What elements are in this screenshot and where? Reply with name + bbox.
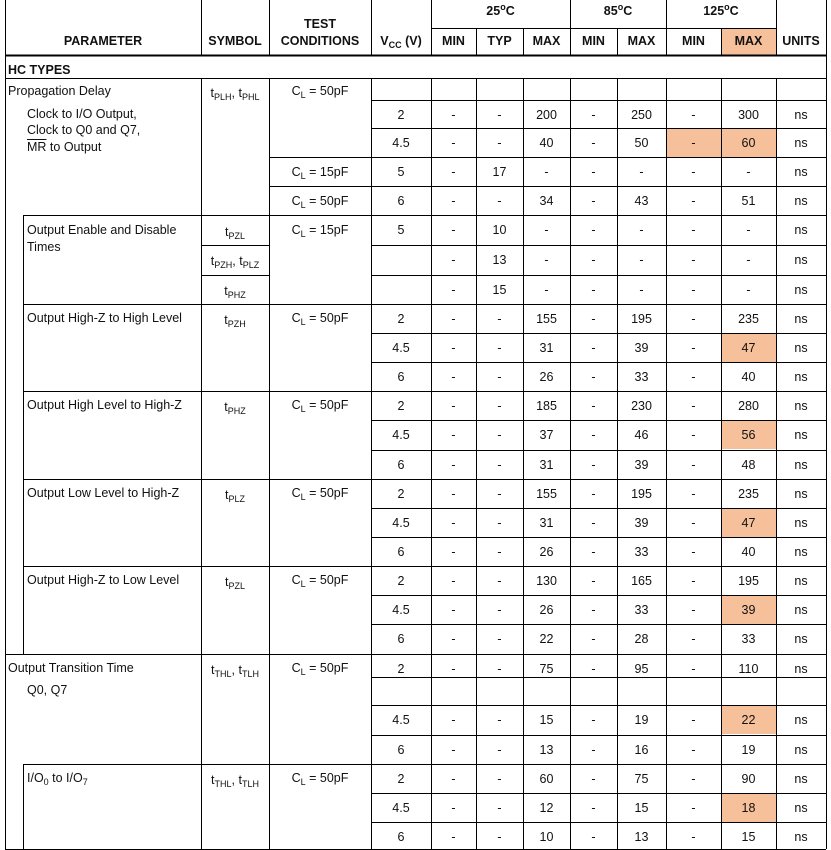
table-cell: 39 bbox=[634, 458, 649, 472]
table-cell: 95 bbox=[634, 662, 649, 676]
table-cell: 19 bbox=[634, 713, 649, 727]
section-hc-types: HC TYPES bbox=[8, 63, 71, 77]
table-cell: 155 bbox=[536, 312, 557, 326]
table-cell: 90 bbox=[741, 772, 756, 786]
symbol-tpzl: $t_{PZL}$ bbox=[225, 575, 245, 591]
symbol-tphz: $t_{PHZ}$ bbox=[224, 400, 246, 416]
unit-value: ns bbox=[794, 108, 808, 122]
unit-value: ns bbox=[794, 165, 808, 179]
unit-value: ns bbox=[794, 545, 808, 559]
table-cell: - bbox=[591, 830, 596, 844]
table-cell: 110 bbox=[738, 662, 759, 676]
unit-value: ns bbox=[794, 830, 808, 844]
table-cell: - bbox=[497, 312, 502, 326]
table-cell: - bbox=[451, 772, 456, 786]
table-cell: - bbox=[591, 487, 596, 501]
symbol-tpzl-oe: $t_{PZL}$ bbox=[225, 225, 245, 241]
param-q0q7: Q0, Q7 bbox=[27, 683, 68, 697]
unit-value: ns bbox=[794, 399, 808, 413]
table-cell: - bbox=[497, 108, 502, 122]
param-oe-line2: Times bbox=[27, 240, 61, 254]
header-vcc: $V_{CC}$ (V) bbox=[380, 34, 422, 50]
table-cell: 195 bbox=[631, 487, 652, 501]
table-cell: - bbox=[497, 545, 502, 559]
table-cell: 195 bbox=[738, 574, 759, 588]
header-test-line1: TEST bbox=[304, 17, 336, 31]
table-cell: 28 bbox=[634, 632, 649, 646]
symbol-tpzh-tplz: $t_{PZH}$, $t_{PLZ}$ bbox=[210, 254, 260, 270]
table-cell: - bbox=[691, 574, 696, 588]
table-cell: - bbox=[691, 801, 696, 815]
header-max-25: MAX bbox=[532, 34, 561, 48]
table-cell: - bbox=[497, 428, 502, 442]
table-cell: - bbox=[746, 253, 751, 267]
header-parameter: PARAMETER bbox=[63, 34, 143, 48]
table-cell: 43 bbox=[634, 194, 649, 208]
table-cell: - bbox=[451, 662, 456, 676]
table-cell: - bbox=[451, 108, 456, 122]
table-cell: 47 bbox=[741, 516, 756, 530]
header-min-85: MIN bbox=[582, 34, 605, 48]
table-cell: - bbox=[691, 545, 696, 559]
header-test-line2: CONDITIONS bbox=[280, 34, 360, 48]
table-cell: - bbox=[639, 283, 644, 297]
table-cell: 50 bbox=[634, 136, 649, 150]
header-units: UNITS bbox=[782, 34, 820, 48]
table-cell: - bbox=[691, 743, 696, 757]
unit-value: ns bbox=[794, 253, 808, 267]
header-typ-25: TYP bbox=[487, 34, 512, 48]
table-cell: - bbox=[451, 830, 456, 844]
table-cell: 51 bbox=[741, 194, 756, 208]
table-cell: - bbox=[591, 428, 596, 442]
param-high-hz: Output High Level to High-Z bbox=[27, 398, 182, 412]
table-cell: - bbox=[639, 165, 644, 179]
unit-value: ns bbox=[794, 632, 808, 646]
param-clock-io: Clock to I/O Output, bbox=[27, 107, 137, 121]
vcc-value: 6 bbox=[397, 830, 405, 844]
table-cell: 31 bbox=[539, 516, 554, 530]
table-cell: 13 bbox=[492, 253, 507, 267]
table-cell: - bbox=[691, 108, 696, 122]
table-cell: 17 bbox=[492, 165, 507, 179]
header-max-85: MAX bbox=[627, 34, 656, 48]
table-cell: - bbox=[497, 662, 502, 676]
table-cell: - bbox=[691, 165, 696, 179]
vcc-value: 6 bbox=[397, 545, 405, 559]
table-cell: 31 bbox=[539, 341, 554, 355]
table-cell: - bbox=[691, 428, 696, 442]
table-cell: - bbox=[639, 253, 644, 267]
table-cell: 33 bbox=[634, 545, 649, 559]
table-cell: - bbox=[451, 223, 456, 237]
unit-value: ns bbox=[794, 458, 808, 472]
table-cell: 22 bbox=[741, 713, 756, 727]
cond-cl-50pf: $C_L = 50pF$ bbox=[291, 661, 349, 677]
table-cell: - bbox=[451, 574, 456, 588]
table-cell: 22 bbox=[539, 632, 554, 646]
unit-value: ns bbox=[794, 487, 808, 501]
table-cell: - bbox=[691, 516, 696, 530]
table-cell: 47 bbox=[741, 341, 756, 355]
unit-value: ns bbox=[794, 428, 808, 442]
unit-value: ns bbox=[794, 574, 808, 588]
table-cell: - bbox=[497, 713, 502, 727]
table-cell: - bbox=[691, 399, 696, 413]
table-cell: - bbox=[691, 136, 696, 150]
table-cell: 235 bbox=[738, 312, 759, 326]
symbol-tthl-ttlh-q: $t_{THL}$, $t_{TLH}$ bbox=[211, 663, 259, 679]
table-cell: - bbox=[451, 253, 456, 267]
table-cell: - bbox=[591, 662, 596, 676]
table-cell: - bbox=[639, 223, 644, 237]
table-cell: - bbox=[497, 370, 502, 384]
table-cell: 18 bbox=[741, 801, 756, 815]
table-cell: - bbox=[746, 283, 751, 297]
table-cell: 26 bbox=[539, 370, 554, 384]
table-cell: 130 bbox=[536, 574, 557, 588]
vcc-value: 5 bbox=[397, 223, 405, 237]
symbol-tplh-tphl: $t_{PLH}$, $t_{PHL}$ bbox=[210, 86, 260, 102]
header-min-125: MIN bbox=[682, 34, 705, 48]
table-cell: - bbox=[691, 194, 696, 208]
table-cell: - bbox=[591, 458, 596, 472]
table-cell: - bbox=[451, 713, 456, 727]
table-cell: - bbox=[451, 743, 456, 757]
symbol-tthl-ttlh-io: $t_{THL}$, $t_{TLH}$ bbox=[211, 773, 259, 789]
table-cell: 60 bbox=[741, 136, 756, 150]
table-cell: - bbox=[591, 545, 596, 559]
table-cell: 10 bbox=[492, 223, 507, 237]
table-cell: 230 bbox=[631, 399, 652, 413]
unit-value: ns bbox=[794, 772, 808, 786]
table-cell: 75 bbox=[539, 662, 554, 676]
table-cell: 12 bbox=[539, 801, 554, 815]
unit-value: ns bbox=[794, 662, 808, 676]
table-cell: - bbox=[691, 830, 696, 844]
table-cell: - bbox=[497, 772, 502, 786]
unit-value: ns bbox=[794, 713, 808, 727]
cond-cl-50pf: $C_L = 50pF$ bbox=[291, 771, 349, 787]
table-cell: 26 bbox=[539, 545, 554, 559]
table-cell: 39 bbox=[634, 341, 649, 355]
unit-value: ns bbox=[794, 603, 808, 617]
table-cell: - bbox=[497, 516, 502, 530]
param-hz-low: Output High-Z to Low Level bbox=[27, 573, 180, 587]
unit-value: ns bbox=[794, 801, 808, 815]
table-cell: - bbox=[497, 458, 502, 472]
table-cell: 250 bbox=[631, 108, 652, 122]
table-cell: 37 bbox=[539, 428, 554, 442]
table-cell: - bbox=[691, 603, 696, 617]
cond-cl-15pf: $C_L = 15pF$ bbox=[291, 165, 349, 181]
table-cell: 31 bbox=[539, 458, 554, 472]
param-low-hz: Output Low Level to High-Z bbox=[27, 486, 180, 500]
table-cell: - bbox=[451, 312, 456, 326]
table-cell: - bbox=[591, 772, 596, 786]
table-cell: - bbox=[591, 399, 596, 413]
table-cell: - bbox=[591, 801, 596, 815]
header-temp-125: 125$^o$C bbox=[703, 1, 739, 18]
table-cell: 15 bbox=[634, 801, 649, 815]
table-cell: 155 bbox=[536, 487, 557, 501]
table-cell: - bbox=[451, 341, 456, 355]
table-cell: - bbox=[591, 516, 596, 530]
table-cell: - bbox=[451, 399, 456, 413]
vcc-value: 6 bbox=[397, 370, 405, 384]
table-cell: 16 bbox=[634, 743, 649, 757]
vcc-value: 2 bbox=[397, 312, 405, 326]
cond-cl-50pf: $C_L = 50pF$ bbox=[291, 486, 349, 502]
table-cell: 46 bbox=[634, 428, 649, 442]
table-cell: - bbox=[691, 487, 696, 501]
table-cell: 15 bbox=[741, 830, 756, 844]
vcc-value: 2 bbox=[397, 399, 405, 413]
vcc-value: 2 bbox=[397, 574, 405, 588]
table-cell: - bbox=[497, 632, 502, 646]
table-cell: - bbox=[691, 458, 696, 472]
table-cell: - bbox=[591, 713, 596, 727]
param-mr-output: $\overline{MR}$ to Output bbox=[27, 140, 102, 154]
table-cell: 39 bbox=[634, 516, 649, 530]
table-cell: - bbox=[544, 283, 549, 297]
param-clock-q0: Clock to Q0 and Q7, bbox=[27, 123, 141, 137]
unit-value: ns bbox=[794, 370, 808, 384]
symbol-tplz: $t_{PLZ}$ bbox=[225, 488, 245, 504]
table-cell: - bbox=[591, 632, 596, 646]
table-cell: - bbox=[451, 632, 456, 646]
table-cell: - bbox=[451, 801, 456, 815]
cond-cl-50pf: $C_L = 50pF$ bbox=[291, 573, 349, 589]
table-cell: 26 bbox=[539, 603, 554, 617]
table-cell: 75 bbox=[634, 772, 649, 786]
table-cell: - bbox=[544, 253, 549, 267]
table-cell: 33 bbox=[634, 603, 649, 617]
table-cell: 235 bbox=[738, 487, 759, 501]
table-cell: - bbox=[691, 283, 696, 297]
table-cell: 195 bbox=[631, 312, 652, 326]
table-cell: - bbox=[746, 223, 751, 237]
header-temp-85: 85$^o$C bbox=[603, 1, 633, 18]
table-cell: - bbox=[451, 283, 456, 297]
table-cell: 40 bbox=[741, 545, 756, 559]
header-symbol: SYMBOL bbox=[208, 34, 262, 48]
cond-cl-50pf: $C_L = 50pF$ bbox=[291, 398, 349, 414]
table-cell: - bbox=[691, 253, 696, 267]
table-cell: 200 bbox=[536, 108, 557, 122]
vcc-value: 4.5 bbox=[392, 603, 410, 617]
table-cell: - bbox=[497, 194, 502, 208]
param-hz-high: Output High-Z to High Level bbox=[27, 311, 182, 325]
symbol-tphz-oe: $t_{PHZ}$ bbox=[224, 284, 246, 300]
table-cell: - bbox=[591, 312, 596, 326]
table-cell: 34 bbox=[539, 194, 554, 208]
table-cell: - bbox=[591, 223, 596, 237]
table-cell: 13 bbox=[634, 830, 649, 844]
vcc-value: 6 bbox=[397, 632, 405, 646]
table-cell: - bbox=[497, 574, 502, 588]
table-cell: - bbox=[451, 545, 456, 559]
table-cell: 33 bbox=[634, 370, 649, 384]
table-cell: 39 bbox=[741, 603, 756, 617]
table-cell: - bbox=[691, 662, 696, 676]
vcc-value: 2 bbox=[397, 487, 405, 501]
table-cell: - bbox=[497, 603, 502, 617]
vcc-value: 6 bbox=[397, 743, 405, 757]
table-cell: 60 bbox=[539, 772, 554, 786]
table-cell: - bbox=[591, 341, 596, 355]
unit-value: ns bbox=[794, 516, 808, 530]
vcc-value: 4.5 bbox=[392, 341, 410, 355]
header-max-125: MAX bbox=[734, 34, 763, 48]
table-cell: - bbox=[497, 341, 502, 355]
table-cell: - bbox=[591, 253, 596, 267]
table-cell: - bbox=[691, 713, 696, 727]
table-cell: - bbox=[691, 632, 696, 646]
table-cell: 10 bbox=[539, 830, 554, 844]
table-cell: - bbox=[497, 399, 502, 413]
table-cell: - bbox=[451, 136, 456, 150]
param-transition: Output Transition Time bbox=[8, 661, 134, 675]
table-cell: - bbox=[451, 458, 456, 472]
table-cell: 13 bbox=[539, 743, 554, 757]
table-cell: 19 bbox=[741, 743, 756, 757]
unit-value: ns bbox=[794, 136, 808, 150]
vcc-value: 4.5 bbox=[392, 801, 410, 815]
table-cell: 300 bbox=[738, 108, 759, 122]
vcc-value: 4.5 bbox=[392, 713, 410, 727]
unit-value: ns bbox=[794, 194, 808, 208]
table-cell: - bbox=[746, 165, 751, 179]
table-cell: - bbox=[497, 801, 502, 815]
table-cell: - bbox=[591, 108, 596, 122]
table-cell: - bbox=[591, 603, 596, 617]
table-cell: - bbox=[497, 136, 502, 150]
table-cell: - bbox=[591, 283, 596, 297]
unit-value: ns bbox=[794, 341, 808, 355]
table-cell: - bbox=[591, 194, 596, 208]
table-cell: - bbox=[497, 743, 502, 757]
table-cell: 15 bbox=[492, 283, 507, 297]
table-cell: 48 bbox=[741, 458, 756, 472]
table-cell: - bbox=[451, 487, 456, 501]
table-cell: - bbox=[591, 370, 596, 384]
cond-cl-50pf: $C_L = 50pF$ bbox=[291, 194, 349, 210]
table-cell: - bbox=[497, 830, 502, 844]
table-cell: - bbox=[691, 312, 696, 326]
table-cell: - bbox=[691, 772, 696, 786]
table-cell: - bbox=[591, 743, 596, 757]
table-cell: - bbox=[544, 223, 549, 237]
table-cell: - bbox=[451, 428, 456, 442]
table-cell: - bbox=[591, 136, 596, 150]
header-temp-25: 25$^o$C bbox=[486, 1, 515, 18]
vcc-value: 6 bbox=[397, 194, 405, 208]
cond-cl-50pf: $C_L = 50pF$ bbox=[291, 311, 349, 327]
table-cell: - bbox=[591, 574, 596, 588]
table-cell: 15 bbox=[539, 713, 554, 727]
table-cell: - bbox=[497, 487, 502, 501]
header-min-25: MIN bbox=[442, 34, 465, 48]
table-cell: 280 bbox=[738, 399, 759, 413]
vcc-value: 4.5 bbox=[392, 516, 410, 530]
vcc-value: 4.5 bbox=[392, 136, 410, 150]
table-cell: - bbox=[544, 165, 549, 179]
param-propagation-delay: Propagation Delay bbox=[8, 84, 111, 98]
table-cell: - bbox=[451, 165, 456, 179]
table-cell: - bbox=[451, 370, 456, 384]
unit-value: ns bbox=[794, 283, 808, 297]
unit-value: ns bbox=[794, 312, 808, 326]
cond-cl-15pf: $C_L = 15pF$ bbox=[291, 223, 349, 239]
table-cell: - bbox=[691, 223, 696, 237]
table-cell: 185 bbox=[536, 399, 557, 413]
table-cell: 165 bbox=[631, 574, 652, 588]
vcc-value: 2 bbox=[397, 662, 405, 676]
table-cell: - bbox=[591, 165, 596, 179]
table-cell: 56 bbox=[741, 428, 756, 442]
vcc-value: 2 bbox=[397, 108, 405, 122]
cond-cl-50pf: $C_L = 50pF$ bbox=[291, 84, 349, 100]
param-oe-line1: Output Enable and Disable bbox=[27, 223, 177, 237]
table-cell: 40 bbox=[539, 136, 554, 150]
unit-value: ns bbox=[794, 743, 808, 757]
table-cell: - bbox=[451, 603, 456, 617]
vcc-value: 6 bbox=[397, 458, 405, 472]
table-cell: 40 bbox=[741, 370, 756, 384]
vcc-value: 5 bbox=[397, 165, 405, 179]
unit-value: ns bbox=[794, 223, 808, 237]
table-cell: - bbox=[691, 370, 696, 384]
table-cell: 33 bbox=[741, 632, 756, 646]
vcc-value: 4.5 bbox=[392, 428, 410, 442]
table-cell: - bbox=[691, 341, 696, 355]
table-cell: - bbox=[451, 516, 456, 530]
table-cell: - bbox=[451, 194, 456, 208]
vcc-value: 2 bbox=[397, 772, 405, 786]
symbol-tpzh: $t_{PZH}$ bbox=[224, 313, 246, 329]
param-io0-io7: $I/O_0$ to $I/O_7$ bbox=[27, 771, 88, 787]
